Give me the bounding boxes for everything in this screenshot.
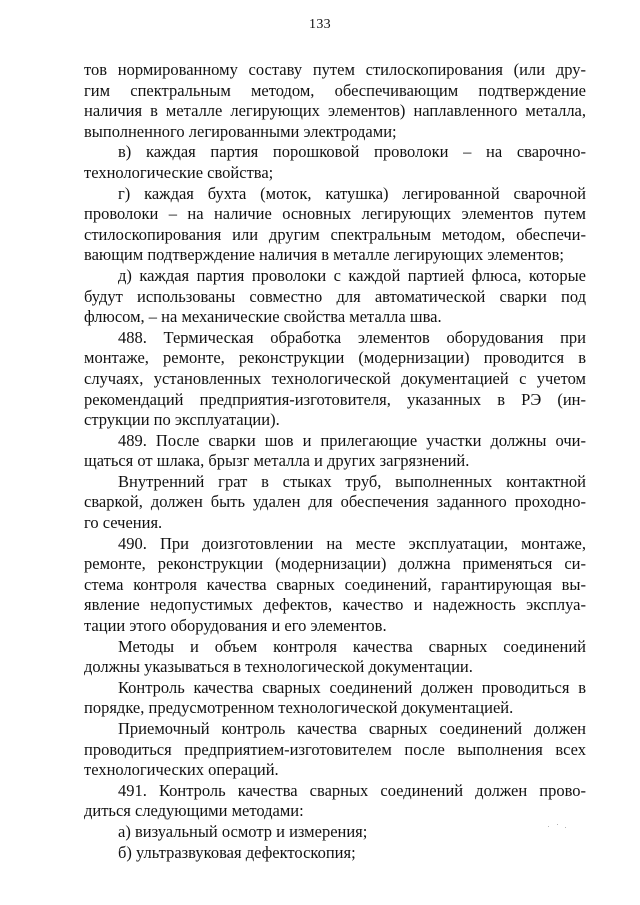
document-body [84, 60, 586, 863]
text-line: Контроль качества сварных соединений должен проводиться в [118, 677, 586, 697]
text-line: Методы и объем контроля качества сварных соединений [118, 636, 586, 656]
paragraph-490 [84, 534, 586, 637]
paragraph-item-d [84, 266, 586, 328]
text-line: го сечения. [84, 513, 163, 533]
paragraph-control-methods [84, 637, 586, 678]
text-line: рекомендаций предприятия-изготовителя, указанных в РЭ (ин- [84, 389, 586, 409]
text-line: б) ультразвуковая дефектоскопия; [118, 842, 356, 862]
text-line: 490. При доизготовлении на месте эксплуатации, монтаже, [118, 533, 586, 553]
paragraph-item-g [84, 184, 586, 266]
text-line: наличия в металле легирующих элементов) наплавленного металла, [84, 101, 586, 121]
text-line: технологические свойства; [84, 162, 274, 182]
text-line: выполненного легированными электродами; [84, 121, 397, 141]
text-line: тации этого оборудования и его элементов. [84, 616, 387, 636]
text-line: должны указываться в технологической документации. [84, 657, 473, 677]
text-line: порядке, предусмотренном технологической документацией. [84, 698, 514, 718]
text-line: сваркой, должен быть удален для обеспечения заданного проходно- [84, 492, 586, 512]
text-line: случаях, установленных технологической документацией с учетом [84, 368, 586, 388]
text-line: стема контроля качества сварных соединений, гарантирующая вы- [84, 574, 586, 594]
page-number: 133 [309, 17, 331, 32]
text-line: диться следующими методами: [84, 801, 304, 821]
paragraph-488 [84, 328, 586, 431]
text-line: Приемочный контроль качества сварных соединений должен [118, 719, 586, 738]
text-line: Внутренний грат в стыках труб, выполненных контактной [118, 471, 586, 491]
text-line: а) визуальный осмотр и измерения; [118, 821, 368, 841]
text-line: монтаже, ремонте, реконструкции (модернизации) проводится в [84, 348, 586, 368]
text-line: тов нормированному составу путем стилоскопирования (или дру- [84, 60, 586, 79]
text-line: технологических операций. [84, 760, 279, 780]
text-line: флюсом, – на механические свойства металла шва. [84, 307, 442, 327]
paragraph-internal-burr [84, 472, 586, 534]
text-line: струкции по эксплуатации). [84, 410, 280, 430]
text-line: будут использованы совместно для автоматической сварки под [84, 286, 586, 306]
paragraph-continuation [84, 60, 586, 142]
text-line: проволоки – на наличие основных легирующих элементов путем [84, 204, 586, 224]
text-line: 491. Контроль качества сварных соединений должен прово- [118, 780, 586, 800]
text-line: вающим подтверждение наличия в металле легирующих элементов; [84, 245, 564, 265]
text-line: 488. Термическая обработка элементов оборудования при [118, 327, 586, 347]
text-line: г) каждая бухта (моток, катушка) легированной сварочной [118, 183, 586, 203]
paragraph-489 [84, 431, 586, 472]
paragraph-control-order [84, 678, 586, 719]
text-line: гим спектральным методом, обеспечивающим подтверждение [84, 80, 586, 100]
list-item-a [84, 822, 586, 843]
text-line: проводиться предприятием-изготовителем после выполнения всех [84, 739, 586, 759]
text-line: д) каждая партия проволоки с каждой партией флюса, которые [118, 265, 586, 285]
paragraph-491 [84, 781, 586, 822]
paragraph-acceptance-control [84, 719, 586, 781]
text-line: щаться от шлака, брызг металла и других загрязнений. [84, 451, 470, 471]
text-line: явление недопустимых дефектов, качество и надежность эксплуа- [84, 595, 586, 615]
text-line: 489. После сварки шов и прилегающие участки должны очи- [118, 430, 586, 450]
scan-speck [548, 823, 570, 829]
text-line: в) каждая партия порошковой проволоки – на сварочно- [118, 142, 586, 162]
text-line: стилоскопирования или другим спектральным методом, обеспечи- [84, 224, 586, 244]
list-item-b [84, 843, 586, 864]
text-line: ремонте, реконструкции (модернизации) должна применяться си- [84, 554, 586, 574]
paragraph-item-v [84, 142, 586, 183]
